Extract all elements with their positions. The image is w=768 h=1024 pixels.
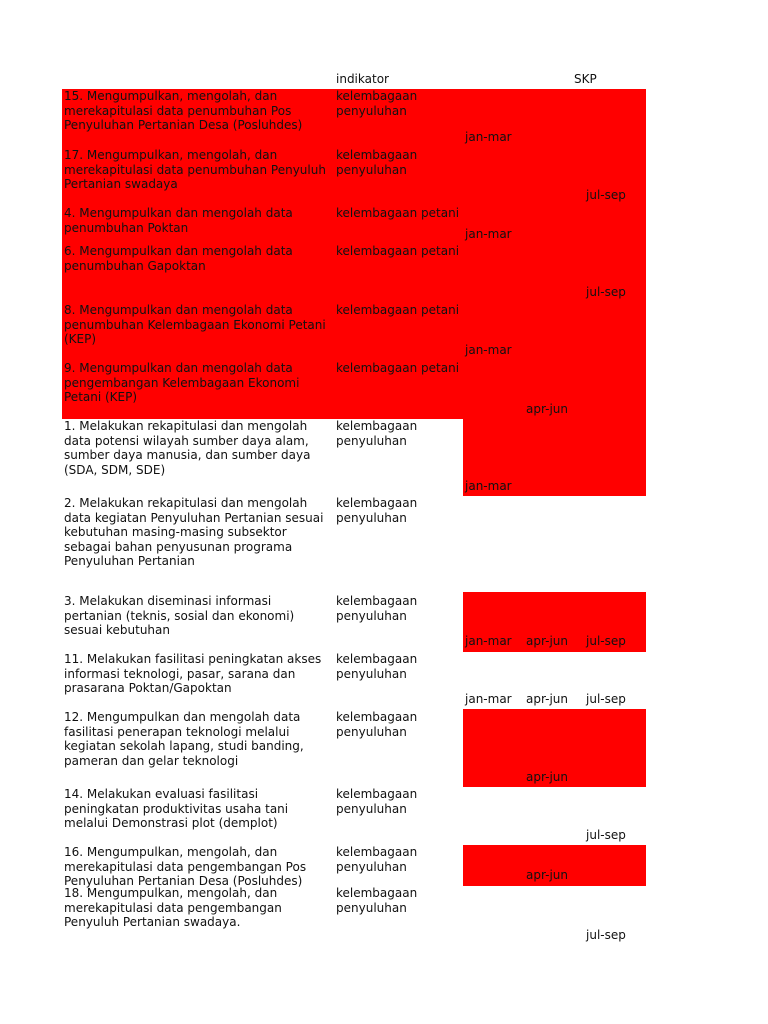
header-skp: SKP bbox=[574, 72, 597, 86]
activity-cell: 11. Melakukan fasilitasi peningkatan akses informasi teknologi, pasar, sarana dan prasarana Poktan/Gapoktan bbox=[64, 652, 322, 695]
activity-cell: 15. Mengumpulkan, mengolah, dan merekapitulasi data penumbuhan Pos Penyuluhan Pertanian Desa (Posluhdes) bbox=[64, 89, 303, 132]
activity-cell: 1. Melakukan rekapitulasi dan mengolah data potensi wilayah sumber daya alam, sumber daya manusia, dan sumber daya (SDA, SDM, SDE) bbox=[64, 419, 311, 477]
period-label: jan-mar bbox=[465, 343, 512, 357]
activity-cell: 14. Melakukan evaluasi fasilitasi peningkatan produktivitas usaha tani melalui Demonstrasi plot (demplot) bbox=[64, 787, 289, 830]
indicator-cell: kelembagaan penyuluhan bbox=[336, 89, 418, 118]
indicator-cell: kelembagaan penyuluhan bbox=[336, 148, 418, 177]
indicator-cell: kelembagaan penyuluhan bbox=[336, 787, 418, 816]
header-indikator: indikator bbox=[336, 72, 389, 86]
indicator-cell: kelembagaan penyuluhan bbox=[336, 419, 418, 448]
indicator-cell: kelembagaan petani bbox=[336, 206, 460, 220]
indicator-cell: kelembagaan petani bbox=[336, 303, 460, 317]
period-label: jan-mar bbox=[465, 130, 512, 144]
period-label: jan-mar bbox=[465, 692, 512, 706]
period-label: jul-sep bbox=[586, 692, 626, 706]
activity-cell: 17. Mengumpulkan, mengolah, dan merekapitulasi data penumbuhan Penyuluh Pertanian swadaya bbox=[64, 148, 326, 191]
period-label: jul-sep bbox=[586, 928, 626, 942]
indicator-cell: kelembagaan penyuluhan bbox=[336, 845, 418, 874]
period-label: jan-mar bbox=[465, 634, 512, 648]
period-label: apr-jun bbox=[526, 402, 569, 416]
activity-cell: 16. Mengumpulkan, mengolah, dan merekapitulasi data pengembangan Pos Penyuluhan Pertanian Desa (Posluhdes) bbox=[64, 845, 307, 888]
indicator-cell: kelembagaan petani bbox=[336, 361, 460, 375]
period-label: apr-jun bbox=[526, 770, 569, 784]
activity-cell: 4. Mengumpulkan dan mengolah data penumbuhan Poktan bbox=[64, 206, 293, 235]
activity-cell: 12. Mengumpulkan dan mengolah data fasilitasi penerapan teknologi melalui kegiatan sekolah lapang, studi banding, pameran dan gelar teknologi bbox=[64, 710, 304, 768]
indicator-cell: kelembagaan penyuluhan bbox=[336, 886, 418, 915]
period-label: apr-jun bbox=[526, 692, 569, 706]
activity-cell: 3. Melakukan diseminasi informasi pertanian (teknis, sosial dan ekonomi) sesuai kebutuhan bbox=[64, 594, 295, 637]
period-label: jan-mar bbox=[465, 227, 512, 241]
indicator-cell: kelembagaan penyuluhan bbox=[336, 594, 418, 623]
period-label: apr-jun bbox=[526, 634, 569, 648]
indicator-cell: kelembagaan penyuluhan bbox=[336, 710, 418, 739]
activity-cell: 8. Mengumpulkan dan mengolah data penumbuhan Kelembagaan Ekonomi Petani (KEP) bbox=[64, 303, 326, 346]
period-label: apr-jun bbox=[526, 868, 569, 882]
period-label: jul-sep bbox=[586, 634, 626, 648]
period-label: jul-sep bbox=[586, 285, 626, 299]
indicator-cell: kelembagaan penyuluhan bbox=[336, 496, 418, 525]
period-label: jan-mar bbox=[465, 479, 512, 493]
activity-cell: 6. Mengumpulkan dan mengolah data penumbuhan Gapoktan bbox=[64, 244, 293, 273]
activity-cell: 9. Mengumpulkan dan mengolah data pengembangan Kelembagaan Ekonomi Petani (KEP) bbox=[64, 361, 300, 404]
indicator-cell: kelembagaan petani bbox=[336, 244, 460, 258]
period-label: jul-sep bbox=[586, 188, 626, 202]
activity-cell: 2. Melakukan rekapitulasi dan mengolah data kegiatan Penyuluhan Pertanian sesuai kebutuhan masing-masing subsektor sebagai bahan penyusunan programa Penyuluhan Pertanian bbox=[64, 496, 324, 568]
activity-cell: 18. Mengumpulkan, mengolah, dan merekapitulasi data pengembangan Penyuluh Pertanian swadaya. bbox=[64, 886, 282, 929]
period-label: jul-sep bbox=[586, 828, 626, 842]
indicator-cell: kelembagaan penyuluhan bbox=[336, 652, 418, 681]
